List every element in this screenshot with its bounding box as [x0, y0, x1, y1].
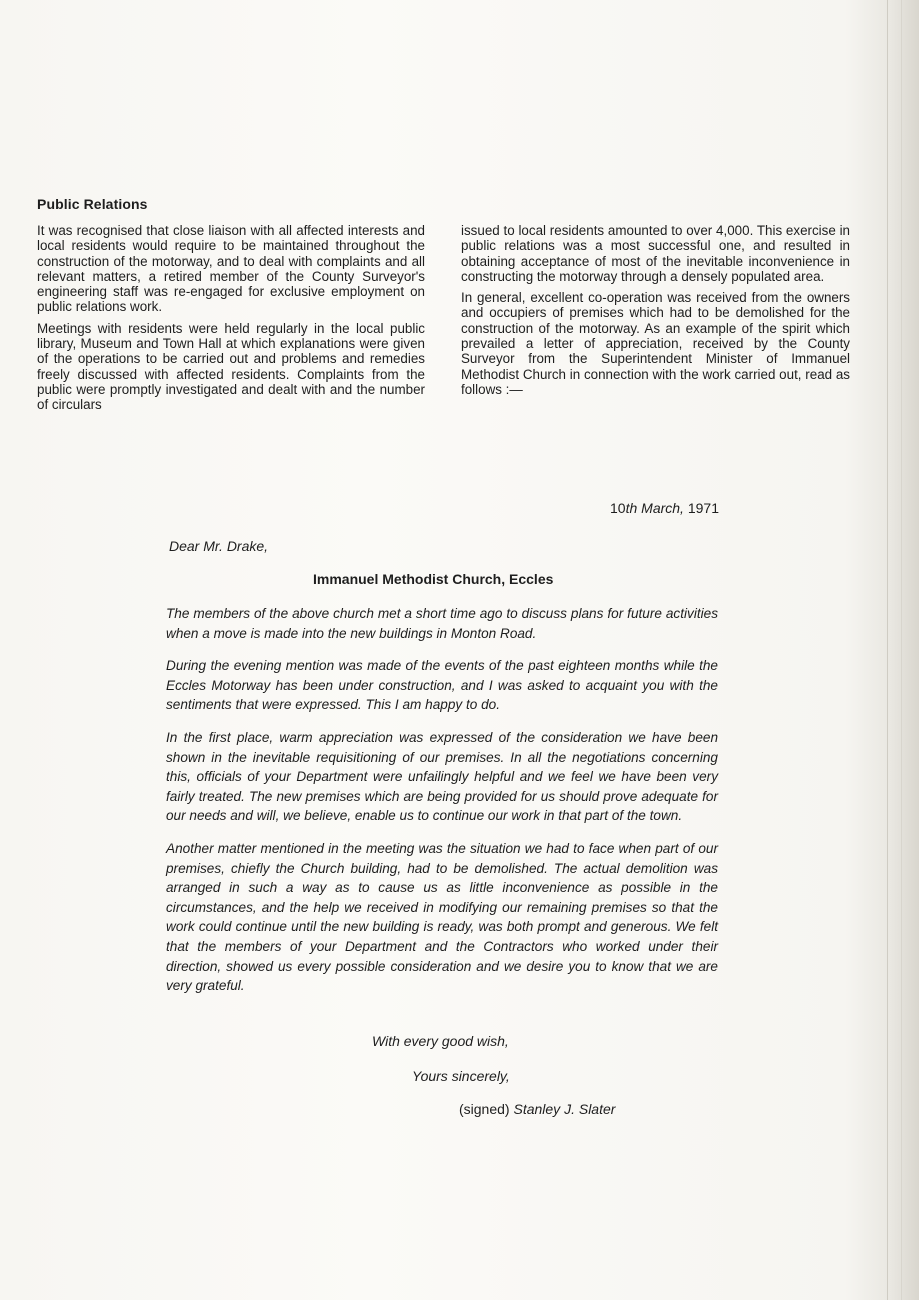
- letter-paragraph-3: In the first place, warm appreciation was expressed of the consideration we have been shown in the inevitable requisitioning of our premises. In all the negotiations concerning this, officials of your Department were unfailingly helpful and we feel we have been very fairly treated. The new premises which are being provided for us should prove adequate for our needs and will, we believe, enable us to continue our work in that part of the town.: [166, 729, 718, 824]
- letter-paragraph-2: During the evening mention was made of the events of the past eighteen months while the Eccles Motorway has been under construction, and I was asked to acquaint you with the sentiments that were expressed. This I am happy to do.: [166, 658, 718, 713]
- signed-label: (signed): [459, 1101, 510, 1117]
- page-edge-line: [887, 0, 888, 1300]
- letter-paragraph-1: The members of the above church met a short time ago to discuss plans for future activities when a move is made into the new buildings in Monton Road.: [166, 606, 718, 641]
- letter-date-day: 10: [610, 500, 626, 516]
- letter-date: [0, 500, 719, 516]
- letter-signature: [459, 1101, 615, 1117]
- letter-body: [166, 604, 718, 1009]
- page-edge-line-outer: [901, 0, 902, 1300]
- letter-closing-sincerely: Yours sincerely,: [412, 1068, 510, 1084]
- left-paragraph-1: It was recognised that close liaison with all affected interests and local residents would require to be maintained throughout the construction of the motorway, and to deal with complaints and all relevant matters, a retired member of the County Surveyor's engineering staff was re-engaged for exclusive employment on public relations work.: [37, 223, 425, 315]
- letter-paragraph-4: Another matter mentioned in the meeting was the situation we had to face when part of our premises, chiefly the Church building, had to be demolished. The actual demolition was arranged in such a way as to cause us as little inconvenience as possible in the circumstances, and the help we received in modifying our remaining premises so that the work could continue until the new building is ready, was both prompt and generous. We felt that the members of your Department and the Contractors who worked under their direction, showed us every possible consideration and we desire you to know that we are very grateful.: [166, 840, 718, 994]
- signatory-name: Stanley J. Slater: [513, 1101, 616, 1117]
- letter-salutation: Dear Mr. Drake,: [169, 538, 269, 554]
- right-column: [461, 223, 850, 403]
- left-column: [37, 223, 425, 419]
- letter-date-year: 1971: [687, 500, 719, 516]
- letter-subject: Immanuel Methodist Church, Eccles: [313, 571, 554, 587]
- left-paragraph-2: Meetings with residents were held regularly in the local public library, Museum and Town Hall at which explanations were given of the operations to be carried out and problems and remedies freely discussed with affected residents. Complaints from the public were promptly investigated and dealt with and the number of circulars: [37, 320, 425, 413]
- right-paragraph-1: issued to local residents amounted to over 4,000. This exercise in public relations was a most successful one, and resulted in obtaining acceptance of most of the inevitable inconvenience in constructing the motorway through a densely populated area.: [461, 223, 850, 284]
- right-paragraph-2: In general, excellent co-operation was received from the owners and occupiers of premises which had to be demolished for the construction of the motorway. As an example of the spirit which prevailed a letter of appreciation, received by the County Surveyor from the Superintendent Minister of Immanuel Methodist Church in connection with the work carried out, read as follows :—: [461, 290, 850, 397]
- letter-closing-wish: With every good wish,: [372, 1033, 509, 1049]
- letter-date-month: th March,: [625, 500, 684, 516]
- section-heading: Public Relations: [37, 196, 148, 212]
